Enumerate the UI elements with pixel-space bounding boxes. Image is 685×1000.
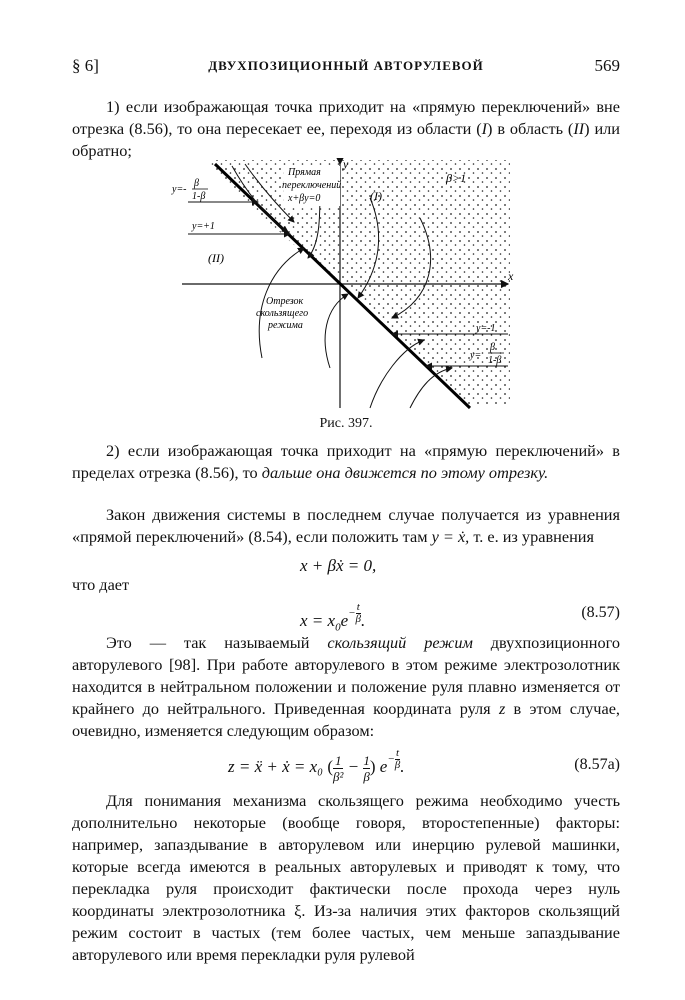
paragraph-2 <box>72 440 620 484</box>
region-II-label: (II) <box>208 251 224 265</box>
paragraph-3-text: Закон движения системы в последнем случае получается из уравнения «прямой переключений» (8.54), если положить там <box>72 505 620 546</box>
trajectory-7 <box>325 294 348 368</box>
eq3-minus: − <box>347 757 360 777</box>
paragraph-5-t3: в этом случае, очевидно, изменяется следующим образом: <box>72 699 621 740</box>
paragraph-1-mid: ) в область ( <box>487 119 574 138</box>
eq3-text: z = ẍ + ẋ = x₀ <box>228 757 324 777</box>
beta-label: β>1 <box>446 171 467 185</box>
figure-caption: Рис. 397. <box>319 416 373 431</box>
eq2-exponent <box>348 602 361 625</box>
switching-line-label <box>282 166 341 206</box>
eq2-lhs: x = x <box>300 611 336 631</box>
left-y-beta-den: 1-β <box>192 191 206 202</box>
eq2-end: . <box>361 611 366 631</box>
eq3-frac1-den: β² <box>333 768 344 784</box>
paragraph-6-xi: ξ <box>294 901 302 920</box>
segment-label-1: Отрезок <box>266 296 304 307</box>
right-y-beta-den: 1-β <box>488 355 502 366</box>
y-axis-label: y <box>343 158 349 171</box>
phase-portrait-figure <box>170 158 530 416</box>
paragraph-1 <box>72 96 620 162</box>
region-ref-1: I <box>481 119 488 138</box>
eq3-exp-sign: − <box>387 753 395 766</box>
paragraph-6-t1: Для понимания механизма скользящего режима необходимо учесть дополнительно некоторые (вообще говоря, второстепенные) факторы: например, запаздывание в авторулевом или инерцию рулевой машинки, которые всегда имеются в реальных авторулевых и приводят к тому, что перекладка руля происходит фактически после прохода через нуль координаты электрозолотника <box>72 791 620 920</box>
label-y-plus1: y=+1 <box>192 221 215 232</box>
paragraph-6-t2: . Из-за наличия этих факторов скользящий режим состоит в частых (тем более частых, чем меньше запаздывание авторулевого или время перекладки руля рулевой <box>72 901 620 964</box>
eq3-frac2-num: 1 <box>363 752 370 768</box>
paragraph-2-text: 2) если изображающая точка приходит на «прямую переключений» в пределах отрезка (8.56), то <box>72 441 620 482</box>
eq3-frac1-num: 1 <box>334 752 342 768</box>
eq2-exp-sign: − <box>348 607 356 620</box>
paragraph-3 <box>72 504 620 548</box>
paragraph-6 <box>72 790 620 966</box>
paragraph-5 <box>72 632 620 742</box>
equation-number-8-57a: (8.57a) <box>574 756 620 773</box>
eq2-sub: 0 <box>335 621 341 634</box>
paragraph-1-text: 1) если изображающая точка приходит на «прямую переключений» вне отрезка (8.56), то она пересекает ее, переходя из области ( <box>72 97 620 138</box>
segment-label-3: режима <box>268 320 303 331</box>
eq3-frac2-den: β <box>363 768 370 784</box>
equation-number-8-57: (8.57) <box>581 604 620 621</box>
eq2-exp-den: β <box>355 613 362 625</box>
right-y-beta-num: β <box>490 342 495 353</box>
region-ref-2: II <box>573 119 585 138</box>
paragraph-5-z: z <box>498 699 506 718</box>
region-I-dots <box>210 160 510 406</box>
paragraph-3-end: т. е. из уравнения <box>469 527 594 546</box>
equation-8-57a: z = ẍ + ẋ = x₀ ( $\frac{1}{\text{β²}}$ − $\frac{1}{\beta}$ ) $e^{- \frac{t}{\beta}}$ . <box>228 747 405 784</box>
paragraph-4: что дает <box>72 575 130 594</box>
eq2-e: e <box>340 611 349 631</box>
paragraph-5-t2: двухпозиционного авторулевого [98]. При работе авторулевого в этом режиме электрозолотник находится в нейтральном положении и положение руля плавно изменяется от крайнего до нейтрального. Приведенная координата руля <box>72 633 621 718</box>
x-axis-label: x <box>508 269 514 283</box>
left-y-beta-num: β <box>194 178 199 189</box>
eq3-exp-den: β <box>394 759 401 771</box>
region-I-label: (I) <box>370 189 382 203</box>
section-number: § 6] <box>72 56 99 75</box>
label-y-minus1: y=-1 <box>476 323 496 334</box>
eq2-exp-num: t <box>356 601 360 613</box>
paragraph-2-italic: дальше она движется по этому отрезку. <box>261 463 549 482</box>
paragraph-5-italic: скользящий режим <box>327 633 473 652</box>
segment-label <box>256 296 308 331</box>
inline-equation: y = ẋ, <box>431 527 470 546</box>
switching-line-label-1: Прямая <box>288 167 321 178</box>
equation-8-57 <box>300 602 365 633</box>
eq3-exp-num: t <box>395 747 400 759</box>
switching-line-label-2: переключений <box>282 180 342 191</box>
paragraph-1-end: ) или обратно; <box>72 119 620 160</box>
paragraph-5-t1: Это — так называемый <box>106 633 328 652</box>
equation-1: x + βẋ = 0, <box>300 556 377 575</box>
running-title: ДВУХПОЗИЦИОННЫЙ АВТОРУЛЕВОЙ <box>208 58 484 73</box>
segment-label-2: скользящего <box>256 308 309 319</box>
page-header <box>72 56 620 80</box>
left-y-beta-label: y=- <box>172 184 187 195</box>
switching-line-label-3: x+βy=0 <box>288 193 321 204</box>
eq3-exponent <box>387 748 400 771</box>
right-y-beta-label: y= <box>470 350 482 361</box>
eq3-end: . <box>400 757 405 777</box>
page-number: 569 <box>594 56 620 75</box>
eq3-e: e <box>379 757 388 777</box>
